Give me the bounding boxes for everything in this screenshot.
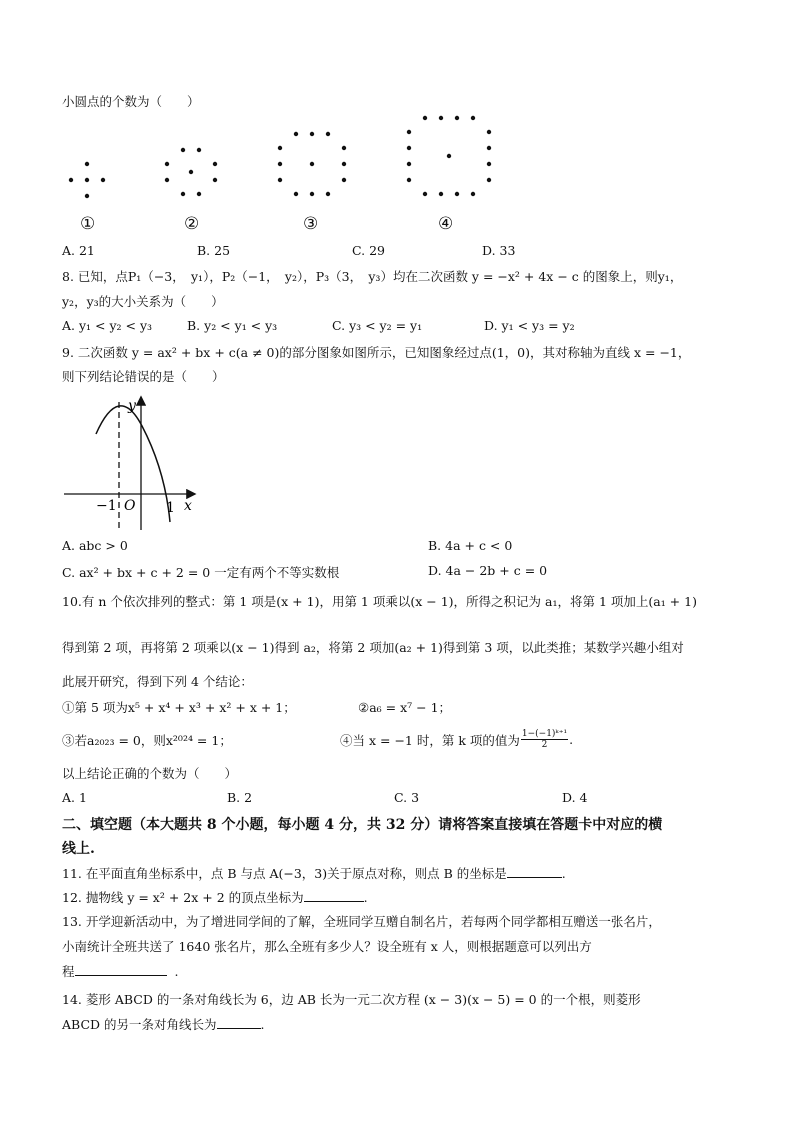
- q7-option-b: B. 25: [197, 243, 231, 258]
- q10-conclusions-row1: [62, 698, 451, 716]
- q10-line1: 10.有 n 个依次排列的整式：第 1 项是(x + 1)，用第 1 项乘以(x − 1)，所得之积记为 a₁，将第 1 项加上(a₁ + 1): [62, 594, 697, 609]
- q10-conclusion-1: ①第 5 项为x⁵ + x⁴ + x³ + x² + x + 1；: [62, 700, 296, 715]
- q10-option-d: D. 4: [562, 790, 588, 805]
- q14-answer-blank[interactable]: [217, 1016, 261, 1029]
- q10-option-a: A. 1: [62, 790, 87, 805]
- q9-options-row1: [62, 538, 512, 553]
- q8-option-c: C. y₃ < y₂ = y₁: [332, 318, 423, 333]
- q14-line1: 14. 菱形 ABCD 的一条对角线长为 6，边 AB 长为一元二次方程 (x − 3)(x − 5) = 0 的一个根，则菱形: [62, 992, 641, 1007]
- dot-figure-3: [278, 132, 346, 196]
- q13-end: .: [174, 964, 179, 979]
- figure-label-3: ③: [303, 214, 319, 234]
- q10-conclusion-4-end: .: [569, 732, 574, 747]
- section-2-heading: 二、填空题（本大题共 8 个小题，每小题 4 分，共 32 分）请将答案直接填在答题卡中对应的横: [62, 817, 663, 833]
- q7-intro: 小圆点的个数为（ ）: [62, 94, 200, 109]
- q8-options: [62, 318, 575, 333]
- q9-line2: 则下列结论错误的是（ ）: [62, 369, 225, 384]
- q12-end: .: [363, 890, 368, 905]
- q8-option-b: B. y₂ < y₁ < y₃: [187, 318, 278, 333]
- dot-figure-4: [407, 116, 491, 196]
- q13-answer-blank[interactable]: [75, 963, 167, 976]
- q14-line2: [62, 1015, 265, 1033]
- origin-label: O: [124, 498, 136, 514]
- figure-label-2: ②: [184, 214, 200, 234]
- q13-line1: 13. 开学迎新活动中，为了增进同学间的了解，全班同学互赠自制名片，若每两个同学都相互赠送一张名片，: [62, 914, 661, 929]
- section-2-heading-cont: 线上.: [62, 841, 95, 857]
- q10-question: 以上结论正确的个数为（ ）: [62, 766, 238, 781]
- q13-line2: 小南统计全班共送了 1640 张名片，那么全班有多少人？设全班有 x 人，则根据题意可以列出方: [62, 939, 592, 954]
- q14-line2-text: ABCD 的另一条对角线长为: [62, 1017, 217, 1032]
- dot-pattern-figures: [0, 0, 794, 240]
- q10-conclusion-2: ②a₆ = x⁷ − 1；: [358, 700, 452, 715]
- q8-line1: 8. 已知，点P₁（−3， y₁），P₂（−1， y₂），P₃（3， y₃）均在二次函数 y = −x² + 4x − c 的图象上，则y₁，: [62, 269, 683, 284]
- q7-option-d: D. 33: [482, 243, 516, 258]
- figure-label-4: ④: [438, 214, 454, 234]
- q14-end: .: [260, 1017, 265, 1032]
- q9-option-a: A. abc > 0: [62, 538, 128, 553]
- q13-line3-text: 程: [62, 964, 75, 979]
- q10-options: [62, 790, 587, 805]
- q8-option-d: D. y₁ < y₃ = y₂: [484, 318, 575, 333]
- q7-option-c: C. 29: [352, 243, 385, 258]
- q9-option-b: B. 4a + c < 0: [428, 538, 513, 553]
- q7-options: [62, 243, 515, 258]
- parabola-graph: [60, 392, 200, 532]
- q11-end: .: [561, 866, 566, 881]
- x-axis-label: x: [184, 498, 192, 514]
- q10-fraction-denominator: 2: [541, 740, 548, 750]
- q9-option-d: D. 4a − 2b + c = 0: [428, 563, 548, 578]
- dot-figure-1: [69, 162, 105, 198]
- q10-conclusion-4: ④当 x = −1 时，第 k 项的值为: [340, 732, 520, 748]
- q11: [62, 864, 566, 882]
- q12-text: 12. 抛物线 y = x² + 2x + 2 的顶点坐标为: [62, 890, 304, 905]
- q8-line2: y₂，y₃的大小关系为（ ）: [62, 294, 224, 309]
- q10-option-c: C. 3: [394, 790, 420, 805]
- q9-options-row2: [62, 563, 547, 581]
- one-label: 1: [166, 500, 175, 516]
- q10-line3: 此展开研究，得到下列 4 个结论：: [62, 674, 253, 689]
- q11-answer-blank[interactable]: [507, 865, 562, 878]
- q12-answer-blank[interactable]: [304, 889, 364, 902]
- dot-figure-2: [165, 148, 217, 196]
- q12: [62, 888, 368, 906]
- q10-conclusion-3: ③若a₂₀₂₃ = 0，则x²⁰²⁴ = 1；: [62, 732, 232, 748]
- q8-option-a: A. y₁ < y₂ < y₃: [62, 318, 153, 333]
- q10-option-b: B. 2: [227, 790, 253, 805]
- q13-line3: [62, 962, 179, 980]
- q11-text: 11. 在平面直角坐标系中，点 B 与点 A(−3，3)关于原点对称，则点 B 的坐标是: [62, 866, 507, 881]
- q10-conclusions-row2: [62, 729, 573, 750]
- q7-option-a: A. 21: [62, 243, 95, 258]
- q9-option-c: C. ax² + bx + c + 2 = 0 一定有两个不等实数根: [62, 565, 340, 580]
- q10-fraction-numerator: 1−(−1)ᵏ⁺¹: [521, 729, 568, 739]
- q10-fraction: [521, 729, 568, 750]
- q10-line2: 得到第 2 项，再将第 2 项乘以(x − 1)得到 a₂，将第 2 项加(a₂ + 1)得到第 3 项，以此类推；某数学兴趣小组对: [62, 640, 684, 655]
- q9-line1: 9. 二次函数 y = ax² + bx + c(a ≠ 0)的部分图象如图所示，已知图象经过点(1，0)，其对称轴为直线 x = −1，: [62, 345, 691, 360]
- y-axis-label: y: [128, 398, 136, 414]
- figure-label-1: ①: [80, 214, 96, 234]
- neg-one-label: −1: [96, 498, 117, 514]
